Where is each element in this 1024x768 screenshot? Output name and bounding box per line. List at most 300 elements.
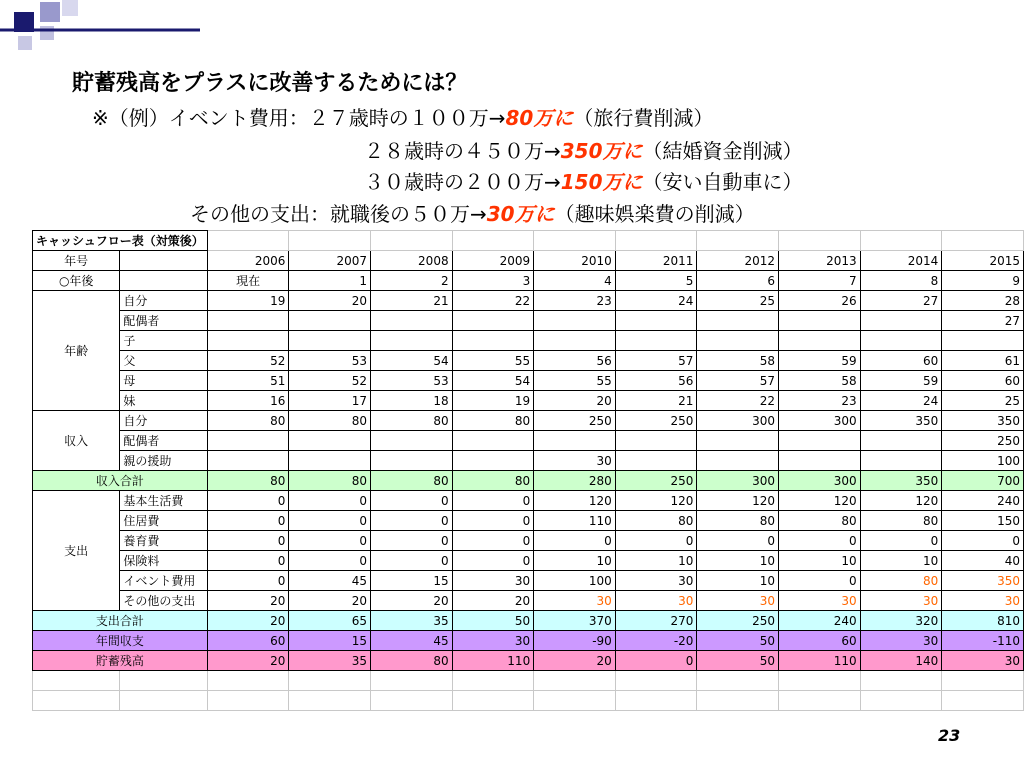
value-cell: 20 bbox=[534, 651, 616, 671]
value-cell bbox=[289, 331, 371, 351]
caption-row bbox=[33, 231, 1024, 251]
expense-group-label: 支出 bbox=[33, 491, 120, 611]
value-cell: 0 bbox=[207, 551, 289, 571]
value-cell: -110 bbox=[942, 631, 1024, 651]
value-cell: 60 bbox=[942, 371, 1024, 391]
blank-cell bbox=[860, 691, 942, 711]
income-total bbox=[33, 471, 1024, 491]
cash-flow-table bbox=[32, 230, 1024, 711]
value-cell bbox=[779, 331, 861, 351]
line-3-suffix: （安い自動車に） bbox=[642, 170, 803, 194]
blank-cell bbox=[289, 231, 371, 251]
income-group-label: 収入 bbox=[33, 411, 120, 471]
value-cell: 56 bbox=[615, 371, 697, 391]
value-cell bbox=[452, 311, 534, 331]
value-cell: 20 bbox=[452, 591, 534, 611]
year-label: 年号 bbox=[33, 251, 120, 271]
value-cell: 53 bbox=[289, 351, 371, 371]
value-cell bbox=[615, 331, 697, 351]
age-row bbox=[33, 371, 1024, 391]
value-cell: 80 bbox=[289, 471, 371, 491]
expense-total bbox=[33, 611, 1024, 631]
years-after-row bbox=[33, 271, 1024, 291]
line-2-prefix: ２８歳時の４５０万→ bbox=[364, 139, 561, 163]
value-cell: 350 bbox=[942, 411, 1024, 431]
value-cell: 80 bbox=[860, 571, 942, 591]
value-cell: 80 bbox=[452, 411, 534, 431]
blank-cell bbox=[779, 691, 861, 711]
value-cell: 59 bbox=[860, 371, 942, 391]
other-expense-line bbox=[190, 198, 755, 227]
blank-cell bbox=[697, 691, 779, 711]
age-group-label: 年齢 bbox=[33, 291, 120, 411]
value-cell: 80 bbox=[697, 511, 779, 531]
value-cell: 80 bbox=[860, 511, 942, 531]
empty-row bbox=[33, 691, 1024, 711]
value-cell: 20 bbox=[207, 611, 289, 631]
value-cell: 26 bbox=[779, 291, 861, 311]
year-cell: 2007 bbox=[289, 251, 371, 271]
value-cell: 24 bbox=[860, 391, 942, 411]
income-total-label: 収入合計 bbox=[33, 471, 208, 491]
year-cell: 2010 bbox=[534, 251, 616, 271]
value-cell: 50 bbox=[697, 651, 779, 671]
year-cell: 2009 bbox=[452, 251, 534, 271]
value-cell: 27 bbox=[942, 311, 1024, 331]
value-cell: 350 bbox=[860, 411, 942, 431]
value-cell: 35 bbox=[370, 611, 452, 631]
value-cell bbox=[207, 431, 289, 451]
value-cell bbox=[207, 311, 289, 331]
value-cell: 52 bbox=[207, 351, 289, 371]
income-row bbox=[33, 411, 1024, 431]
corner-decoration bbox=[0, 0, 200, 60]
value-cell: 80 bbox=[370, 471, 452, 491]
blank-cell bbox=[452, 691, 534, 711]
value-cell: 120 bbox=[615, 491, 697, 511]
value-cell: 100 bbox=[942, 451, 1024, 471]
value-cell: 60 bbox=[207, 631, 289, 651]
value-cell: 0 bbox=[289, 511, 371, 531]
value-cell: 30 bbox=[942, 651, 1024, 671]
years-after-cell: 7 bbox=[779, 271, 861, 291]
value-cell: 810 bbox=[942, 611, 1024, 631]
age-item-label: 父 bbox=[120, 351, 207, 371]
years-after-cell: 2 bbox=[370, 271, 452, 291]
expense-row bbox=[33, 531, 1024, 551]
value-cell: 50 bbox=[697, 631, 779, 651]
value-cell: 80 bbox=[370, 651, 452, 671]
blank-cell bbox=[860, 231, 942, 251]
blank-cell bbox=[534, 231, 616, 251]
value-cell: 0 bbox=[207, 571, 289, 591]
value-cell bbox=[860, 331, 942, 351]
value-cell: 56 bbox=[534, 351, 616, 371]
value-cell: 10 bbox=[860, 551, 942, 571]
value-cell: 20 bbox=[289, 291, 371, 311]
value-cell: 57 bbox=[615, 351, 697, 371]
value-cell: 22 bbox=[452, 291, 534, 311]
years-after-cell: 現在 bbox=[207, 271, 289, 291]
income-item-label: 自分 bbox=[120, 411, 207, 431]
value-cell: 350 bbox=[860, 471, 942, 491]
value-cell bbox=[860, 311, 942, 331]
year-cell: 2008 bbox=[370, 251, 452, 271]
value-cell: 0 bbox=[452, 531, 534, 551]
expense-row bbox=[33, 551, 1024, 571]
value-cell: 0 bbox=[615, 651, 697, 671]
value-cell bbox=[860, 431, 942, 451]
line-3-prefix: ３０歳時の２００万→ bbox=[364, 170, 561, 194]
value-cell: 0 bbox=[289, 491, 371, 511]
value-cell: 19 bbox=[452, 391, 534, 411]
value-cell: 24 bbox=[615, 291, 697, 311]
value-cell bbox=[615, 431, 697, 451]
empty-row bbox=[33, 671, 1024, 691]
income-item-label: 配偶者 bbox=[120, 431, 207, 451]
line-4-suffix: （趣味娯楽費の削減） bbox=[554, 202, 755, 226]
blank-cell bbox=[942, 671, 1024, 691]
blank-cell bbox=[120, 691, 207, 711]
value-cell: 300 bbox=[779, 471, 861, 491]
value-cell: 80 bbox=[207, 411, 289, 431]
line-2-suffix: （結婚資金削減） bbox=[642, 139, 803, 163]
value-cell: 30 bbox=[615, 571, 697, 591]
blank-cell bbox=[120, 251, 207, 271]
expense-row bbox=[33, 491, 1024, 511]
value-cell: 110 bbox=[534, 511, 616, 531]
value-cell: 15 bbox=[289, 631, 371, 651]
savings-balance bbox=[33, 651, 1024, 671]
value-cell: 60 bbox=[779, 631, 861, 651]
value-cell: 240 bbox=[779, 611, 861, 631]
value-cell: 0 bbox=[289, 551, 371, 571]
blank-cell bbox=[207, 691, 289, 711]
expense-item-label: 住居費 bbox=[120, 511, 207, 531]
value-cell: 57 bbox=[697, 371, 779, 391]
line-4-highlight: 30万に bbox=[486, 202, 555, 226]
value-cell bbox=[615, 311, 697, 331]
expense-item-label: その他の支出 bbox=[120, 591, 207, 611]
value-cell: 150 bbox=[942, 511, 1024, 531]
years-after-cell: 4 bbox=[534, 271, 616, 291]
blank-cell bbox=[33, 691, 120, 711]
value-cell: 120 bbox=[697, 491, 779, 511]
value-cell bbox=[779, 431, 861, 451]
value-cell: 80 bbox=[289, 411, 371, 431]
value-cell: 65 bbox=[289, 611, 371, 631]
age-row bbox=[33, 291, 1024, 311]
value-cell: 320 bbox=[860, 611, 942, 631]
value-cell: -90 bbox=[534, 631, 616, 651]
value-cell: 0 bbox=[860, 531, 942, 551]
value-cell: 20 bbox=[534, 391, 616, 411]
blank-cell bbox=[615, 231, 697, 251]
age-row bbox=[33, 311, 1024, 331]
value-cell: 80 bbox=[779, 511, 861, 531]
value-cell: 30 bbox=[697, 591, 779, 611]
value-cell: 120 bbox=[860, 491, 942, 511]
blank-cell bbox=[289, 671, 371, 691]
age-item-label: 子 bbox=[120, 331, 207, 351]
blank-cell bbox=[452, 671, 534, 691]
cash-flow-table-wrapper bbox=[32, 230, 1024, 711]
value-cell: 350 bbox=[942, 571, 1024, 591]
value-cell: 45 bbox=[370, 631, 452, 651]
years-after-cell: 9 bbox=[942, 271, 1024, 291]
expense-row bbox=[33, 571, 1024, 591]
blank-cell bbox=[207, 671, 289, 691]
blank-cell bbox=[370, 231, 452, 251]
blank-cell bbox=[452, 231, 534, 251]
age-row bbox=[33, 391, 1024, 411]
year-cell: 2015 bbox=[942, 251, 1024, 271]
expense-total-label: 支出合計 bbox=[33, 611, 208, 631]
blank-cell bbox=[120, 671, 207, 691]
value-cell: 21 bbox=[615, 391, 697, 411]
blank-cell bbox=[942, 691, 1024, 711]
value-cell: 35 bbox=[289, 651, 371, 671]
blank-cell bbox=[779, 671, 861, 691]
income-row bbox=[33, 431, 1024, 451]
years-after-label: ○年後 bbox=[33, 271, 120, 291]
value-cell: 23 bbox=[779, 391, 861, 411]
years-after-cell: 8 bbox=[860, 271, 942, 291]
value-cell: 50 bbox=[452, 611, 534, 631]
value-cell: 58 bbox=[779, 371, 861, 391]
years-after-cell: 3 bbox=[452, 271, 534, 291]
value-cell: 15 bbox=[370, 571, 452, 591]
value-cell: 59 bbox=[779, 351, 861, 371]
value-cell: 61 bbox=[942, 351, 1024, 371]
value-cell: 80 bbox=[452, 471, 534, 491]
value-cell: 300 bbox=[697, 471, 779, 491]
blank-cell bbox=[697, 231, 779, 251]
value-cell: 25 bbox=[697, 291, 779, 311]
value-cell: 0 bbox=[370, 491, 452, 511]
blank-cell bbox=[779, 231, 861, 251]
value-cell bbox=[370, 451, 452, 471]
value-cell: 10 bbox=[697, 551, 779, 571]
value-cell: 30 bbox=[860, 591, 942, 611]
slide-title: 貯蓄残高をプラスに改善するためには？ bbox=[72, 71, 468, 96]
event-line-3 bbox=[364, 166, 803, 195]
value-cell: 700 bbox=[942, 471, 1024, 491]
expense-item-label: 養育費 bbox=[120, 531, 207, 551]
value-cell bbox=[289, 451, 371, 471]
value-cell: 25 bbox=[942, 391, 1024, 411]
value-cell: 20 bbox=[289, 591, 371, 611]
expense-item-label: 基本生活費 bbox=[120, 491, 207, 511]
value-cell: 19 bbox=[207, 291, 289, 311]
year-cell: 2006 bbox=[207, 251, 289, 271]
years-after-cell: 5 bbox=[615, 271, 697, 291]
expense-item-label: イベント費用 bbox=[120, 571, 207, 591]
expense-row bbox=[33, 511, 1024, 531]
value-cell bbox=[370, 311, 452, 331]
blank-cell bbox=[370, 691, 452, 711]
value-cell bbox=[452, 331, 534, 351]
value-cell: 30 bbox=[534, 591, 616, 611]
value-cell: 250 bbox=[615, 411, 697, 431]
value-cell: 0 bbox=[452, 551, 534, 571]
page-number: 23 bbox=[938, 726, 961, 745]
line-3-highlight: 150万に bbox=[560, 170, 643, 194]
value-cell: 0 bbox=[452, 491, 534, 511]
annual-balance-label: 年間収支 bbox=[33, 631, 208, 651]
value-cell bbox=[534, 311, 616, 331]
expense-row bbox=[33, 591, 1024, 611]
value-cell: 80 bbox=[370, 411, 452, 431]
year-cell: 2012 bbox=[697, 251, 779, 271]
blank-cell bbox=[942, 231, 1024, 251]
year-cell: 2014 bbox=[860, 251, 942, 271]
value-cell bbox=[615, 451, 697, 471]
value-cell: 40 bbox=[942, 551, 1024, 571]
value-cell: 120 bbox=[534, 491, 616, 511]
value-cell bbox=[697, 451, 779, 471]
value-cell: 110 bbox=[452, 651, 534, 671]
age-item-label: 妹 bbox=[120, 391, 207, 411]
value-cell: 80 bbox=[207, 471, 289, 491]
value-cell: 0 bbox=[779, 571, 861, 591]
blank-cell bbox=[33, 671, 120, 691]
value-cell: 0 bbox=[207, 491, 289, 511]
value-cell: 22 bbox=[697, 391, 779, 411]
value-cell: 45 bbox=[289, 571, 371, 591]
value-cell: 0 bbox=[370, 551, 452, 571]
table-caption: キャッシュフロー表（対策後） bbox=[33, 231, 208, 251]
value-cell: 250 bbox=[942, 431, 1024, 451]
value-cell: 270 bbox=[615, 611, 697, 631]
value-cell: 300 bbox=[697, 411, 779, 431]
event-line-2 bbox=[364, 135, 803, 164]
value-cell: 0 bbox=[370, 531, 452, 551]
value-cell: 80 bbox=[615, 511, 697, 531]
value-cell: 30 bbox=[452, 631, 534, 651]
value-cell bbox=[860, 451, 942, 471]
value-cell: 18 bbox=[370, 391, 452, 411]
line-1-suffix: （旅行費削減） bbox=[573, 106, 714, 130]
value-cell: 23 bbox=[534, 291, 616, 311]
value-cell: 52 bbox=[289, 371, 371, 391]
value-cell: 0 bbox=[942, 531, 1024, 551]
value-cell: 250 bbox=[697, 611, 779, 631]
event-line-1 bbox=[92, 102, 713, 131]
value-cell: 0 bbox=[452, 511, 534, 531]
year-cell: 2013 bbox=[779, 251, 861, 271]
age-row bbox=[33, 331, 1024, 351]
blank-cell bbox=[120, 271, 207, 291]
blank-cell bbox=[860, 671, 942, 691]
value-cell bbox=[697, 311, 779, 331]
value-cell: 120 bbox=[779, 491, 861, 511]
value-cell bbox=[452, 431, 534, 451]
value-cell: 17 bbox=[289, 391, 371, 411]
value-cell: 0 bbox=[370, 511, 452, 531]
value-cell: 0 bbox=[779, 531, 861, 551]
value-cell: 53 bbox=[370, 371, 452, 391]
value-cell: 0 bbox=[207, 531, 289, 551]
value-cell: 30 bbox=[860, 631, 942, 651]
value-cell: 58 bbox=[697, 351, 779, 371]
value-cell: 20 bbox=[207, 591, 289, 611]
blank-cell bbox=[207, 231, 289, 251]
value-cell bbox=[697, 331, 779, 351]
income-item-label: 親の援助 bbox=[120, 451, 207, 471]
year-cell: 2011 bbox=[615, 251, 697, 271]
value-cell: 110 bbox=[779, 651, 861, 671]
age-item-label: 配偶者 bbox=[120, 311, 207, 331]
value-cell: 10 bbox=[697, 571, 779, 591]
value-cell: 54 bbox=[370, 351, 452, 371]
value-cell bbox=[370, 331, 452, 351]
value-cell: 60 bbox=[860, 351, 942, 371]
value-cell bbox=[534, 331, 616, 351]
value-cell: 21 bbox=[370, 291, 452, 311]
value-cell bbox=[942, 331, 1024, 351]
value-cell: 0 bbox=[615, 531, 697, 551]
value-cell: 55 bbox=[452, 351, 534, 371]
value-cell bbox=[289, 311, 371, 331]
value-cell bbox=[452, 451, 534, 471]
value-cell bbox=[779, 311, 861, 331]
value-cell bbox=[207, 331, 289, 351]
age-item-label: 自分 bbox=[120, 291, 207, 311]
years-after-cell: 1 bbox=[289, 271, 371, 291]
value-cell: 250 bbox=[534, 411, 616, 431]
value-cell bbox=[779, 451, 861, 471]
value-cell: 140 bbox=[860, 651, 942, 671]
expense-item-label: 保険料 bbox=[120, 551, 207, 571]
value-cell bbox=[697, 431, 779, 451]
line-2-highlight: 350万に bbox=[560, 139, 643, 163]
value-cell bbox=[289, 431, 371, 451]
blank-cell bbox=[289, 691, 371, 711]
annual-balance bbox=[33, 631, 1024, 651]
savings-balance-label: 貯蓄残高 bbox=[33, 651, 208, 671]
value-cell: 54 bbox=[452, 371, 534, 391]
income-row bbox=[33, 451, 1024, 471]
value-cell bbox=[370, 431, 452, 451]
blank-cell bbox=[534, 671, 616, 691]
value-cell: 30 bbox=[534, 451, 616, 471]
value-cell: 28 bbox=[942, 291, 1024, 311]
value-cell: 100 bbox=[534, 571, 616, 591]
value-cell: -20 bbox=[615, 631, 697, 651]
line-4-prefix: その他の支出：就職後の５０万→ bbox=[190, 202, 487, 226]
value-cell: 16 bbox=[207, 391, 289, 411]
value-cell: 0 bbox=[207, 511, 289, 531]
value-cell: 30 bbox=[779, 591, 861, 611]
year-row bbox=[33, 251, 1024, 271]
value-cell: 27 bbox=[860, 291, 942, 311]
line-1-prefix: ※（例）イベント費用：２７歳時の１００万→ bbox=[92, 106, 506, 130]
blank-cell bbox=[534, 691, 616, 711]
value-cell: 250 bbox=[615, 471, 697, 491]
value-cell: 20 bbox=[370, 591, 452, 611]
value-cell bbox=[534, 431, 616, 451]
value-cell: 30 bbox=[452, 571, 534, 591]
blank-cell bbox=[615, 691, 697, 711]
line-1-highlight: 80万に bbox=[505, 106, 574, 130]
value-cell: 10 bbox=[534, 551, 616, 571]
value-cell: 0 bbox=[289, 531, 371, 551]
value-cell: 30 bbox=[615, 591, 697, 611]
value-cell: 30 bbox=[942, 591, 1024, 611]
age-row bbox=[33, 351, 1024, 371]
blank-cell bbox=[697, 671, 779, 691]
